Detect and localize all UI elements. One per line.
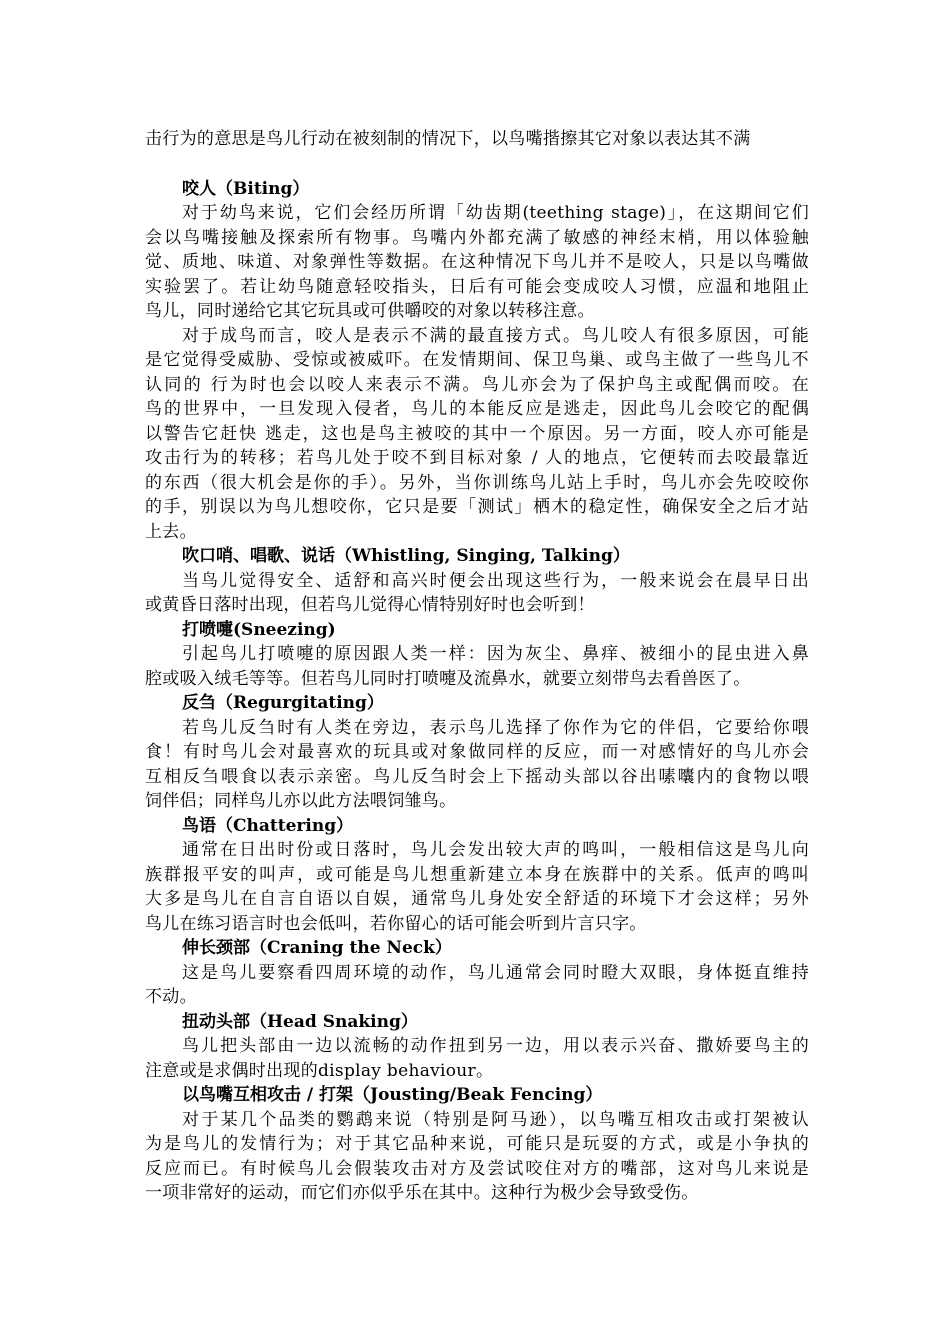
section-heading: 鸟语（Chattering） [182,815,354,836]
text-line: 对于幼鸟来说，它们会经历所谓「幼齿期(teething stage)」，在这期间它们 [182,203,809,223]
text-line: 或黄昏日落时出现，但若鸟儿觉得心情特别好时也会听到！ [145,595,595,615]
text-line: 鸟儿，同时递给它其它玩具或可供嚼咬的对象以转移注意。 [145,301,595,321]
text-line: 攻击行为的转移；若鸟儿处于咬不到目标对象 / 人的地点，它便转而去咬最靠近 [145,448,809,468]
paragraph [145,201,809,324]
text-line: 若鸟儿反刍时有人类在旁边，表示鸟儿选择了你作为它的伴侣，它要给你喂 [182,717,809,738]
text-line: 上去。 [145,521,197,542]
text-line: 大多是鸟儿在自言自语以自娱，通常鸟儿身处安全舒适的环境下才会这样；另外 [145,889,809,909]
text-line: 的东西（很大机会是你的手）。另外，当你训练鸟儿站上手时，鸟儿亦会先咬咬你 [145,472,809,493]
text-line: 饲伴侣；同样鸟儿亦以此方法喂饲雏鸟。 [145,791,457,811]
text-line: 族群报平安的叫声，或可能是鸟儿想重新建立本身在族群中的关系。低声的鸣叫 [145,864,809,885]
text-line: 会以鸟嘴接触及探索所有物事。鸟嘴内外都充满了敏感的神经末梢，用以体验触 [145,227,809,248]
text-line: 食！有时鸟儿会对最喜欢的玩具或对象做同样的反应，而一对感情好的鸟儿亦会 [145,742,809,762]
paragraph [145,838,809,936]
paragraph [145,1034,809,1083]
text-line: 鸟儿把头部由一边以流畅的动作扭到另一边，用以表示兴奋、撒娇要鸟主的 [182,1036,809,1056]
intro-line: 击行为的意思是鸟儿行动在被刻制的情况下，以鸟嘴揩擦其它对象以表达其不满 [145,129,751,149]
section-heading: 打喷嚏(Sneezing) [182,619,336,640]
text-line: 是它觉得受威胁、受惊或被威吓。在发情期间、保卫鸟巢、或鸟主做了一些鸟儿不 [145,350,809,370]
paragraph [145,324,809,545]
text-line: 注意或是求偶时出现的display behaviour。 [145,1060,494,1081]
sections-container [145,177,809,1206]
text-line: 腔或吸入绒毛等等。但若鸟儿同时打喷嚏及流鼻水，就要立刻带鸟去看兽医了。 [145,668,751,689]
text-line: 引起鸟儿打喷嚏的原因跟人类一样：因为灰尘、鼻痒、被细小的昆虫进入鼻 [182,644,809,664]
paragraph [145,1108,809,1206]
text-line: 鸟儿在练习语言时也会低叫，若你留心的话可能会听到片言只字。 [145,913,647,934]
text-line: 以警告它赶快 逃走，这也是鸟主被咬的其中一个原因。另一方面，咬人亦可能是 [145,423,809,444]
text-line: 对于成鸟而言，咬人是表示不满的最直接方式。鸟儿咬人有很多原因，可能 [182,325,809,346]
paragraph [145,642,809,691]
text-line: 鸟的世界中，一旦发现入侵者，鸟儿的本能反应是逃走，因此鸟儿会咬它的配偶 [145,399,809,419]
text-line: 觉、质地、味道、对象弹性等数据。在这种情况下鸟儿并不是咬人，只是以鸟嘴做 [145,252,809,272]
text-line: 的手，别误以为鸟儿想咬你，它只是要「测试」栖木的稳定性，确保安全之后才站 [145,497,809,517]
text-line: 反应而已。有时候鸟儿会假装攻击对方及尝试咬住对方的嘴部，这对鸟儿来说是 [145,1158,809,1179]
text-line: 认同的 行为时也会以咬人来表示不满。鸟儿亦会为了保护鸟主或配偶而咬。在 [145,374,809,395]
text-line: 实验罢了。若让幼鸟随意轻咬指头，日后有可能会变成咬人习惯，应温和地阻止 [145,276,809,297]
text-line: 互相反刍喂食以表示亲密。鸟儿反刍时会上下摇动头部以谷出嗉囔内的食物以喂 [145,766,809,787]
section-heading: 扭动头部（Head Snaking） [182,1011,418,1032]
document-body [145,127,809,1206]
text-line: 为是鸟儿的发情行为；对于其它品种来说，可能只是玩耍的方式，或是小争执的 [145,1134,809,1154]
text-line: 不动。 [145,987,197,1007]
section-heading: 反刍（Regurgitating） [182,693,384,713]
section-heading: 咬人（Biting） [182,178,310,199]
section-heading: 吹口哨、唱歌、说话（Whistling, Singing, Talking） [182,546,630,566]
text-line: 通常在日出时份或日落时，鸟儿会发出较大声的鸣叫，一般相信这是鸟儿向 [182,840,809,860]
section-heading: 伸长颈部（Craning the Neck） [182,938,452,958]
section-heading: 以鸟嘴互相攻击 / 打架（Jousting/Beak Fencing） [182,1085,603,1105]
text-line: 这是鸟儿要察看四周环境的动作，鸟儿通常会同时瞪大双眼，身体挺直维持 [182,962,809,983]
paragraph [145,569,809,618]
paragraph [145,716,809,814]
text-line: 对于某几个品类的鹦鹉来说（特别是阿马逊），以鸟嘴互相攻击或打架被认 [182,1109,809,1130]
text-line: 一项非常好的运动，而它们亦似乎乐在其中。这种行为极少会导致受伤。 [145,1183,699,1203]
text-line: 当鸟儿觉得安全、适舒和高兴时便会出现这些行为，一般来说会在晨早日出 [182,570,809,591]
paragraph-gap [145,152,809,177]
paragraph [145,961,809,1010]
